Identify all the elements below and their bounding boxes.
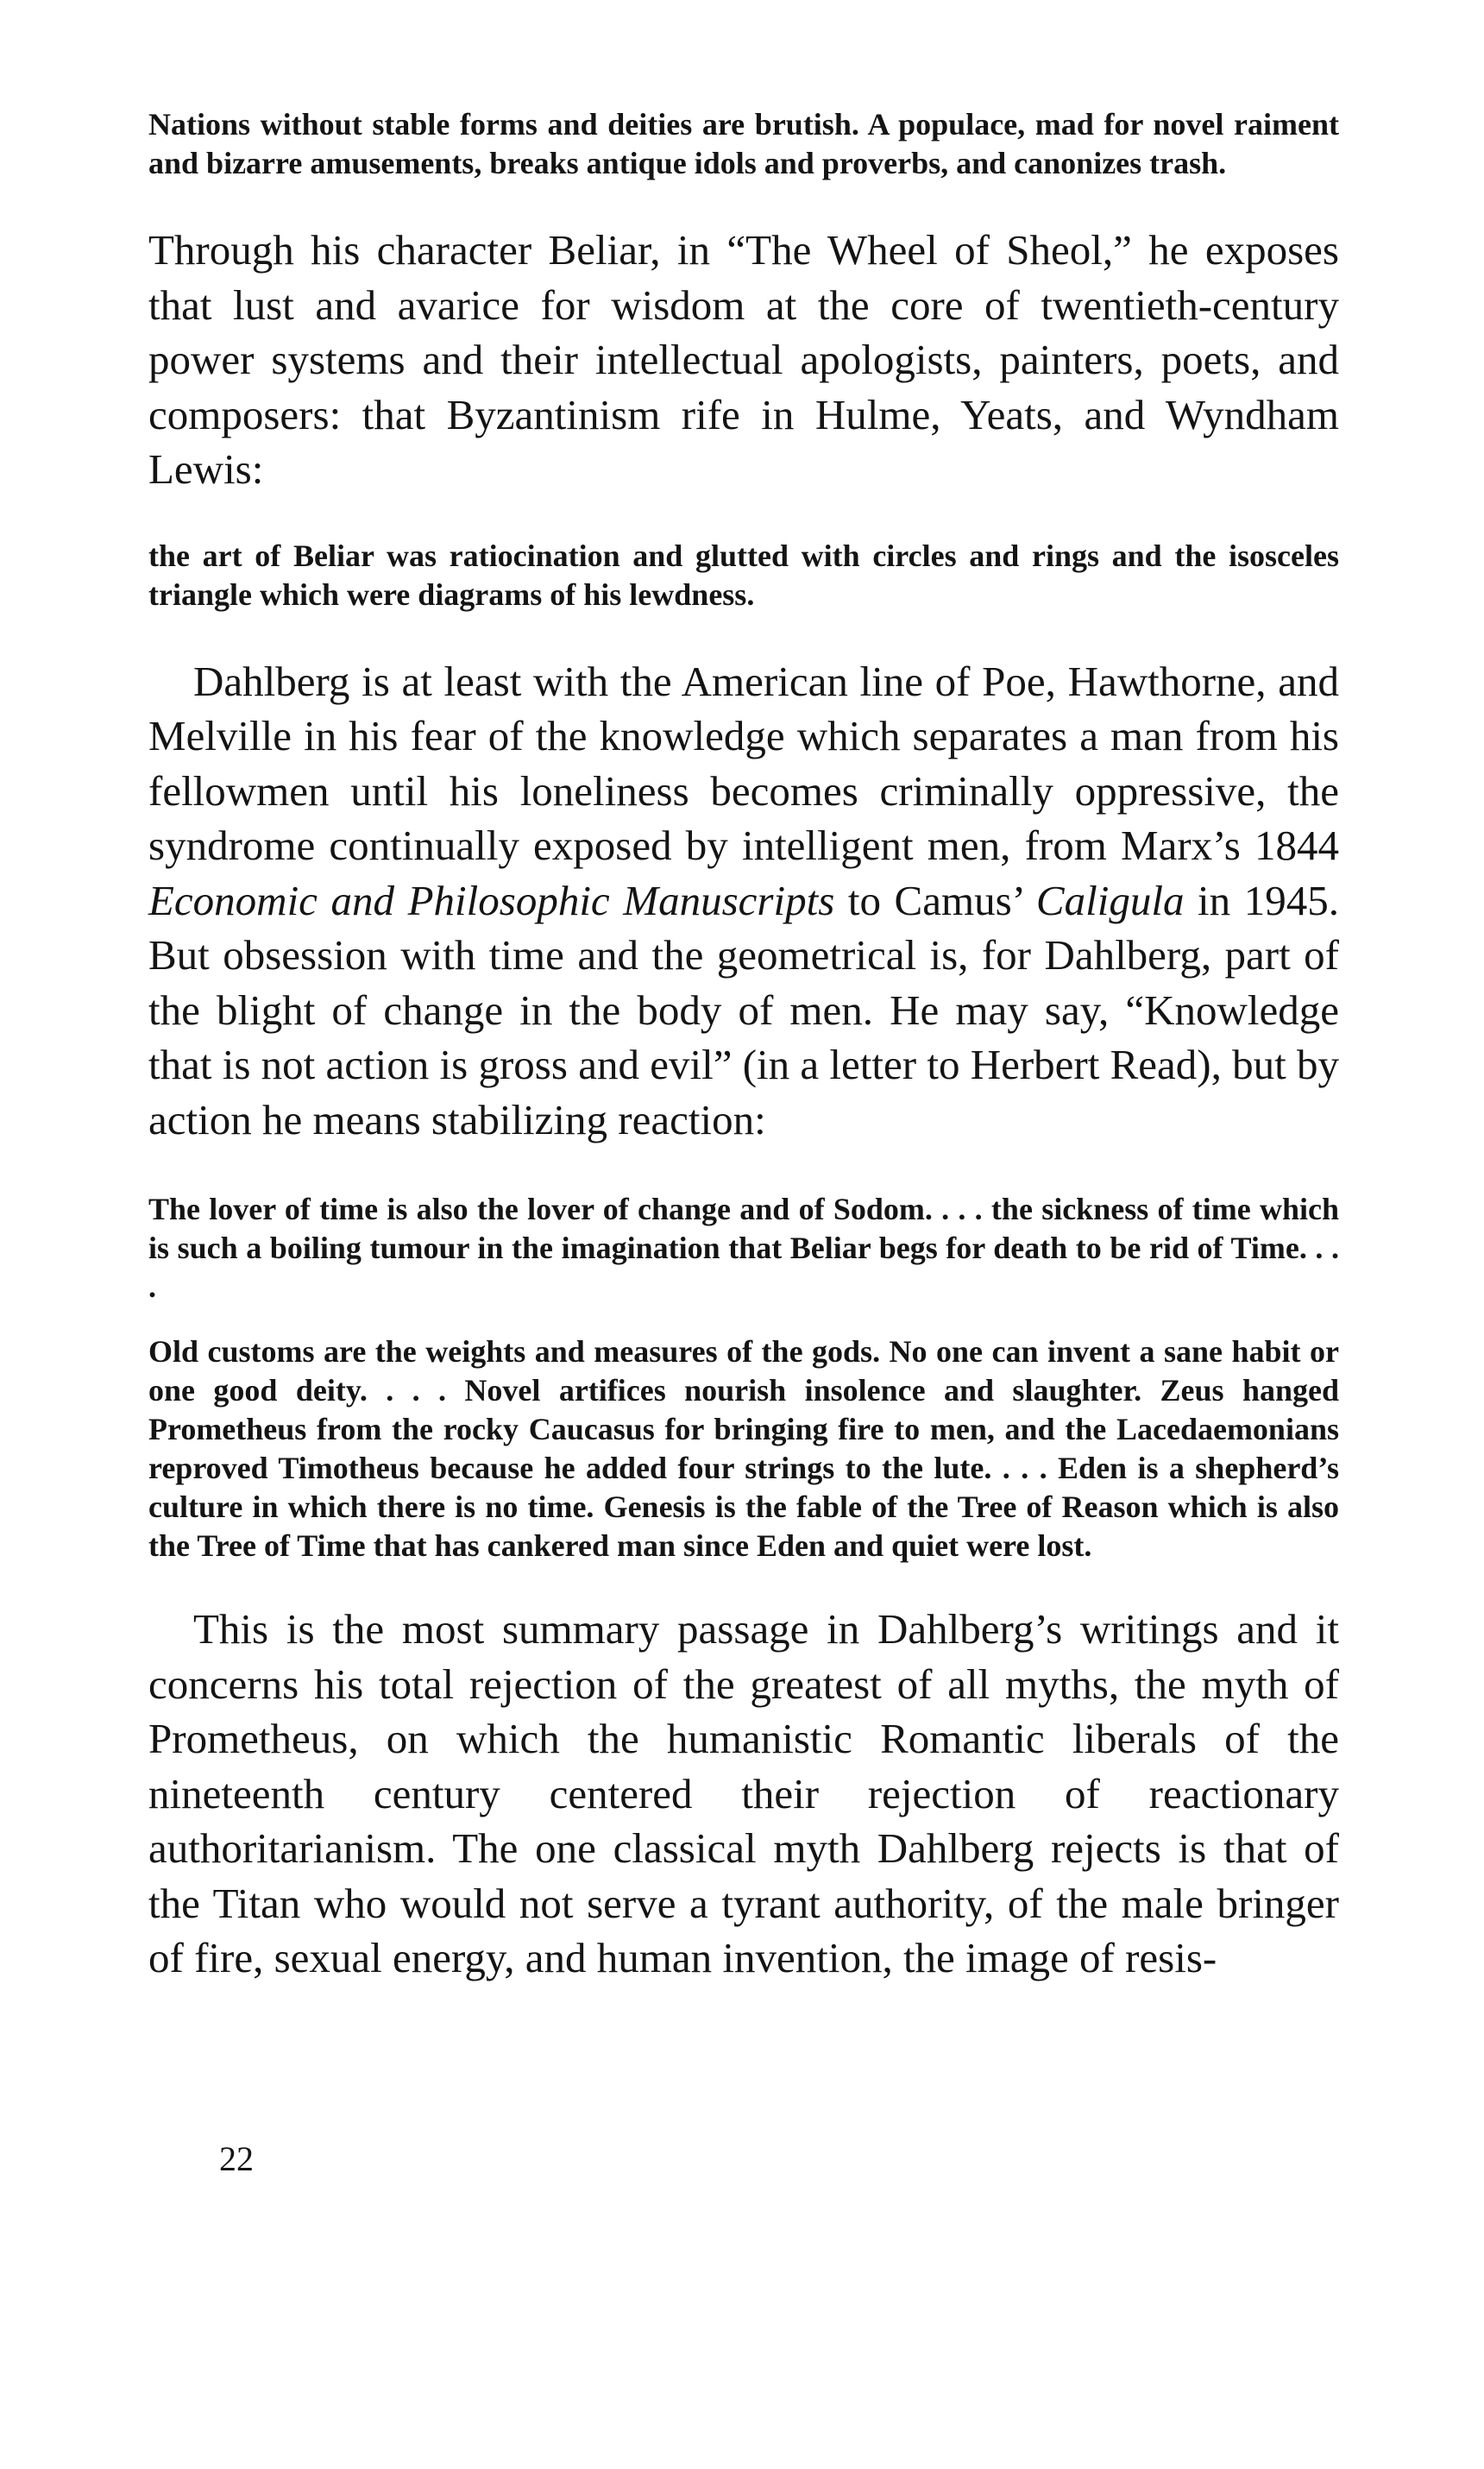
page-body (148, 105, 1339, 1986)
book-title-caligula: Caligula (1035, 876, 1185, 924)
paragraph-dahlberg-text-2: to Camus’ (834, 876, 1036, 924)
block-quote-nations: Nations without stable forms and deities are brutish. A populace, mad for novel raiment and bizarre amusements, breaks antique idols and proverbs, and canonizes trash. (148, 107, 1339, 180)
block-quote-customs: Old customs are the weights and measures of the gods. No one can invent a sane habit or one good deity. . . . Novel artifices nourish insolence and slaughter. Zeus hanged Prometheus from the rocky Caucasus for bringing fire to men, and the Lacedaemonians reproved Timotheus because he added four strings to the lute. . . . Eden is a shepherd’s culture in which there is no time. Genesis is the fable of the Tree of Reason which is also the Tree of Time that has cankered man since Eden and quiet were lost. (148, 1334, 1339, 1563)
page-number: 22 (219, 2139, 254, 2178)
paragraph-dahlberg-text-1: Dahlberg is at least with the American line of Poe, Hawthorne, and Melville in his fear of the knowledge which separates a man from his fellowmen until his loneliness becomes criminally oppressive, the syndrome continually exposed by intelligent men, from Marx’s 1844 (148, 657, 1339, 869)
block-quote-time: The lover of time is also the lover of change and of Sodom. . . . the sickness of time which is such a boiling tumour in the imagination that Beliar begs for death to be rid of Time. . . . (148, 1192, 1339, 1304)
block-quote-beliar: the art of Beliar was ratiocination and glutted with circles and rings and the isosceles triangle which were diagrams of his lewdness. (148, 538, 1339, 612)
paragraph-dahlberg-text-3: in 1945. But obsession with time and the geometrical is, for Dahlberg, part of the blight of change in the body of men. He may say, “Knowledge that is not action is gross and evil” (in a letter to Herbert Read), but by action he means stabilizing reaction: (148, 876, 1339, 1143)
paragraph-summary: This is the most summary passage in Dahlberg’s writings and it concerns his total rejection of the greatest of all myths, the myth of Prometheus, on which the humanistic Romantic liberals of the nineteenth century centered their rejection of reactionary authoritarianism. The one classical myth Dahlberg rejects is that of the Titan who would not serve a tyrant authority, of the male bringer of fire, sexual energy, and human invention, the image of resis- (148, 1605, 1339, 1981)
paragraph-dahlberg (148, 654, 1339, 1148)
book-title-manuscripts: Economic and Philosophic Manuscripts (148, 876, 835, 924)
paragraph-beliar-intro: Through his character Beliar, in “The Wheel of Sheol,” he exposes that lust and avarice for wisdom at the core of twentieth-century power systems and their intellectual apologists, painters, poets, and composers: that Byzantinism rife in Hulme, Yeats, and Wyndham Lewis: (148, 226, 1339, 493)
